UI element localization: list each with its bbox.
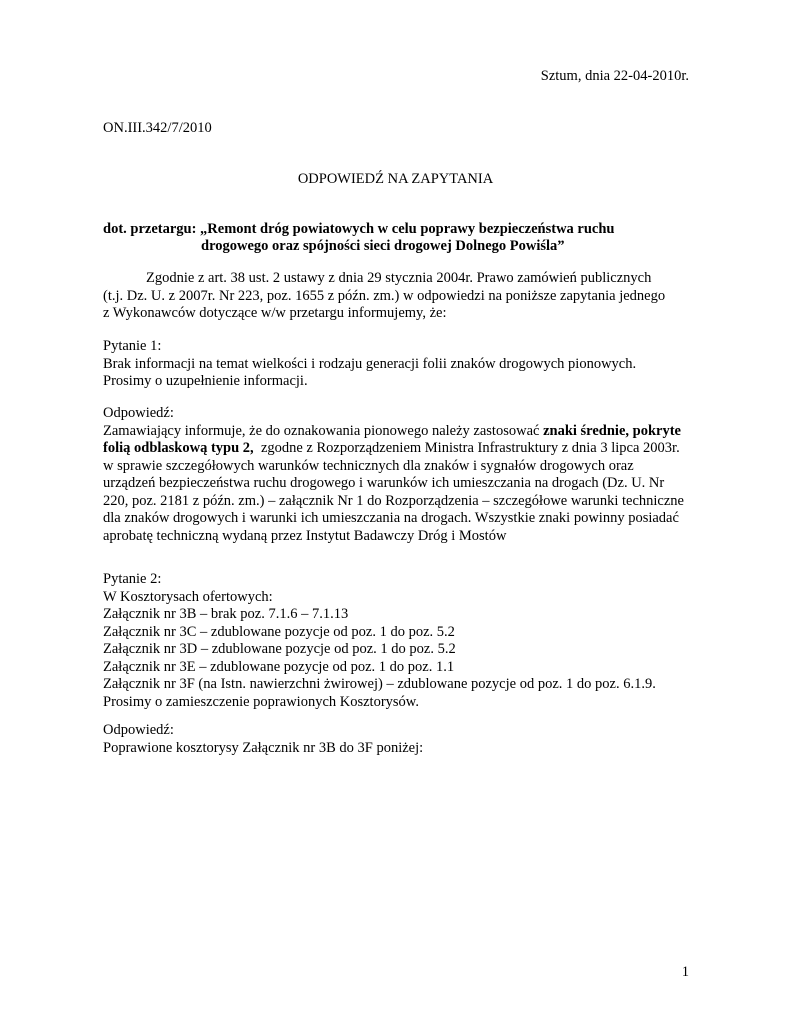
answer-1-line-7: aprobatę techniczną wydaną przez Instytut Badawczy Dróg i Mostów <box>103 527 507 544</box>
intro-line-2: (t.j. Dz. U. z 2007r. Nr 223, poz. 1655 z późn. zm.) w odpowiedzi na poniższe zapytania jednego <box>103 287 666 304</box>
question-1-line-2: Prosimy o uzupełnienie informacji. <box>103 373 308 389</box>
question-2-label: Pytanie 2: <box>103 571 162 587</box>
question-2-item: Załącznik nr 3B – brak poz. 7.1.6 – 7.1.13 <box>103 606 349 622</box>
answer-1-line-1-bold: znaki średnie, pokryte <box>543 422 681 439</box>
question-2-item: Załącznik nr 3E – zdublowane pozycje od poz. 1 do poz. 1.1 <box>103 658 455 675</box>
question-2 <box>103 571 703 711</box>
answer-1-line-1 <box>103 423 703 441</box>
question-1-line-1: Brak informacji na temat wielkości i rodzaju generacji folii znaków drogowych pionowych. <box>103 355 637 372</box>
subject-line-2: drogowego oraz spójności sieci drogowej Dolnego Powiśla” <box>201 238 565 254</box>
question-2-intro: W Kosztorysach ofertowych: <box>103 588 273 605</box>
answer-1 <box>103 405 703 545</box>
question-2-item: Załącznik nr 3D – zdublowane pozycje od poz. 1 do poz. 5.2 <box>103 641 456 657</box>
question-2-item: Załącznik nr 3C – zdublowane pozycje od poz. 1 do poz. 5.2 <box>103 623 455 640</box>
document-title: ODPOWIEDŹ NA ZAPYTANIA <box>297 171 494 187</box>
question-1-label: Pytanie 1: <box>103 338 162 354</box>
answer-1-line-1-text: Zamawiający informuje, że do oznakowania pionowego należy zastosować <box>103 422 544 439</box>
subject-line-1: dot. przetargu: „Remont dróg powiatowych w celu poprawy bezpieczeństwa ruchu <box>103 221 615 237</box>
answer-2 <box>103 722 703 757</box>
answer-1-line-2-text: zgodne z Rozporządzeniem Ministra Infrastruktury z dnia 3 lipca 2003r. <box>253 440 680 456</box>
answer-2-line-1: Poprawione kosztorysy Załącznik nr 3B do 3F poniżej: <box>103 739 424 756</box>
question-1 <box>103 338 703 391</box>
answer-1-line-5: 220, poz. 2181 z późn. zm.) – załącznik Nr 1 do Rozporządzenia – szczegółowe warunki techniczne <box>103 492 684 509</box>
answer-2-label: Odpowiedź: <box>103 722 174 738</box>
intro-line-1: Zgodnie z art. 38 ust. 2 ustawy z dnia 29 stycznia 2004r. Prawo zamówień publicznych <box>146 270 652 286</box>
answer-1-line-4: urządzeń bezpieczeństwa ruchu drogowego i warunków ich umieszczania na drogach (Dz. U. Nr <box>103 475 665 491</box>
answer-1-line-6: dla znaków drogowych i warunki ich umieszczania na drogach. Wszystkie znaki powinny posiadać <box>103 510 679 526</box>
answer-1-label: Odpowiedź: <box>103 405 174 421</box>
page-number: 1 <box>681 964 689 980</box>
place-date: Sztum, dnia 22-04-2010r. <box>540 68 689 84</box>
question-2-item: Załącznik nr 3F (na Istn. nawierzchni żwirowej) – zdublowane pozycje od poz. 1 do poz. 6.1.9. <box>103 676 656 692</box>
answer-1-line-2-bold: folią odblaskową typu 2, <box>103 440 254 456</box>
reference-number: ON.III.342/7/2010 <box>103 120 212 136</box>
intro-line-3: z Wykonawców dotyczące w/w przetargu informujemy, że: <box>103 305 447 321</box>
intro-paragraph <box>103 270 703 323</box>
question-2-closing: Prosimy o zamieszczenie poprawionych Kosztorysów. <box>103 693 419 710</box>
answer-1-line-3: w sprawie szczegółowych warunków technicznych dla znaków i sygnałów drogowych oraz <box>103 457 634 474</box>
answer-1-line-2 <box>103 440 703 458</box>
